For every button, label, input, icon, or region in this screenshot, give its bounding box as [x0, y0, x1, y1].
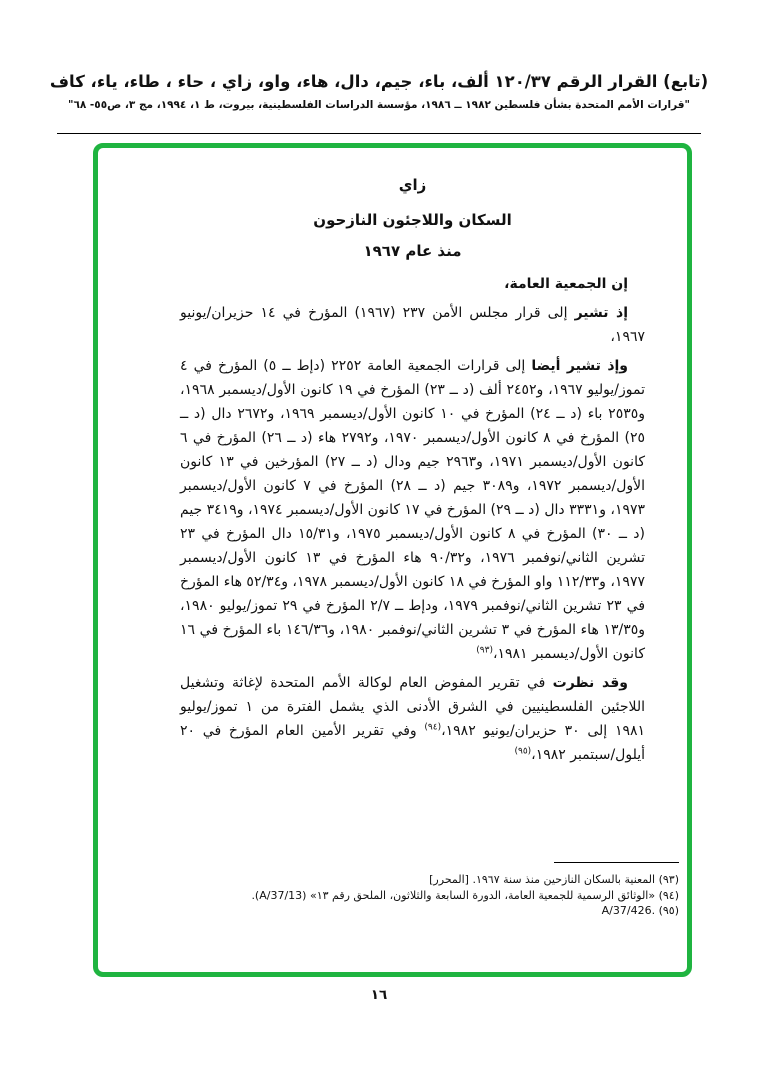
page-header [0, 72, 758, 111]
page-number: ١٦ [370, 987, 388, 1003]
text-run: وقد نظرت [552, 675, 628, 691]
text-run: إذ تشير [574, 305, 628, 321]
text-run: (٩٥) [655, 904, 679, 917]
paragraph [180, 272, 645, 296]
document-body [180, 272, 645, 767]
text-run: A/37/426. [601, 904, 656, 917]
section-letter-heading: زاي [398, 176, 427, 194]
header-title: (تابع) القرار الرقم ١٢٠/٣٧ ألف، باء، جيم، دال، هاء، واو، زاي ، حاء ، طاء، ياء، كاف [49, 72, 709, 91]
paragraph [180, 671, 645, 767]
text-run: ). [251, 888, 260, 902]
footnote [171, 903, 679, 919]
text-run: وإذ تشير أيضا [531, 358, 629, 374]
text-run: إلى قرار مجلس الأمن ٢٣٧ (١٩٦٧) المؤرخ في ١٤ حزيران/يونيو ١٩٦٧، [180, 305, 645, 345]
text-run: A/37/13 [259, 888, 303, 902]
footnote-list [171, 872, 679, 919]
document-frame [93, 143, 692, 977]
text-run: إلى قرارات الجمعية العامة ٢٢٥٢ (دإط ــ ٥) المؤرخ في ٤ تموز/يوليو ١٩٦٧، و٢٤٥٢ ألف (د ــ ٢٣) المؤرخ في ١٩ كانون الأول/ديسمبر ١٩٦٨، و٢٥٣٥ باء (د ــ ٢٤) المؤرخ في ١٠ كانون الأول/ديسمبر ١٩٦٩، و٢٦٧٢ دال (د ــ ٢٥) المؤرخ في ٨ كانون الأول/ديسمبر ١٩٧٠، و٢٧٩٢ هاء (د ــ ٢٦) المؤرخ في ٦ كانون الأول/ديسمبر ١٩٧١، و٢٩٦٣ جيم ودال (د ــ ٢٧) المؤرخين في ١٣ كانون الأول/ديسمبر ١٩٧٢، و٣٠٨٩ جيم (د ــ ٢٨) المؤرخ في ٧ كانون الأول/ديسمبر ١٩٧٣، و٣٣٣١ دال (د ــ ٢٩) المؤرخ في ١٧ كانون الأول/ديسمبر ١٩٧٤، و٣٤١٩ جيم (د ــ ٣٠) المؤرخ في ٨ كانون الأول/ديسمبر ١٩٧٥، و١٥/٣١ دال المؤرخ في ٢٣ تشرين الثاني/نوفمبر ١٩٧٦، و٩٠/٣٢ هاء المؤرخ في ١٣ كانون الأول/ديسمبر ١٩٧٧، و١١٢/٣٣ واو المؤرخ في ١٨ كانون الأول/ديسمبر ١٩٧٨، و٥٢/٣٤ هاء المؤرخ في ٢٣ تشرين الثاني/نوفمبر ١٩٧٩، ودإط ــ ٢/٧ المؤرخ في ٢٩ تموز/يوليو ١٩٨٠، و١٣/٣٥ هاء المؤرخ في ٣ تشرين الثاني/نوفمبر ١٩٨٠، و١٤٦/٣٦ باء المؤرخ في ١٦ كانون الأول/ديسمبر ١٩٨١، [180, 358, 646, 662]
footnote-marker: (٩٤) [424, 722, 442, 733]
text-run: (٩٤) «الوثائق الرسمية للجمعية العامة، الدورة السابعة والثلاثون، الملحق رقم ١٣» ( [302, 888, 679, 902]
text-run: وفي تقرير الأمين العام المؤرخ في ٢٠ أيلول/سبتمبر ١٩٨٢، [180, 723, 645, 763]
header-citation: "قرارات الأمم المتحدة بشأن فلسطين ١٩٨٢ ــ ١٩٨٦، مؤسسة الدراسات الفلسطينية، بيروت، ط ١، ١٩٩٤، مج ٣، ص٥٥- ٦٨" [67, 99, 691, 111]
document-title: السكان واللاجئون النازحون [313, 211, 512, 229]
footnote-marker: (٩٣) [476, 645, 493, 656]
footnote-rule [554, 862, 679, 863]
paragraph [180, 301, 645, 349]
header-rule [57, 133, 701, 134]
text-run: (٩٣) المعنية بالسكان النازحين منذ سنة ١٩٦٧. [المحرر] [429, 873, 679, 886]
footnote-marker: (٩٥) [514, 746, 532, 757]
document-content [180, 148, 645, 767]
footnote-area [171, 862, 679, 919]
text-run: إن الجمعية العامة، [504, 276, 628, 292]
document-subtitle: منذ عام ١٩٦٧ [363, 242, 462, 260]
footnote [171, 888, 679, 904]
text-run: في تقرير المفوض العام لوكالة الأمم المتحدة لإغاثة وتشغيل اللاجئين الفلسطينيين في الشرق الأدنى الذي يشمل الفترة من ١ تموز/يوليو ١٩٨١ إلى ٣٠ حزيران/يونيو ١٩٨٢، [180, 675, 646, 739]
footnote [171, 872, 679, 888]
paragraph [180, 354, 645, 666]
